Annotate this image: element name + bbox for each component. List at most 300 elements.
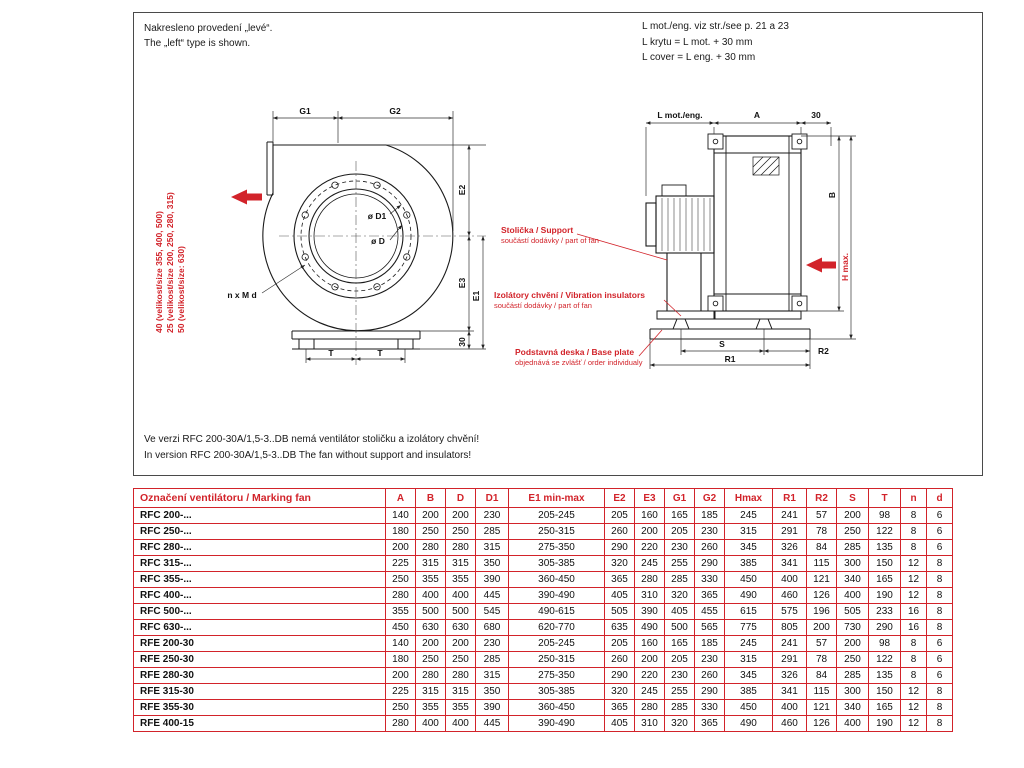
dimension-value-cell: 233: [869, 604, 901, 620]
dimension-value-cell: 315: [725, 652, 773, 668]
dimension-value-cell: 260: [695, 668, 725, 684]
dimension-value-cell: 280: [635, 572, 665, 588]
column-header: D: [446, 489, 476, 508]
motor-length-note-3: L cover = L eng. + 30 mm: [642, 52, 756, 63]
dimension-value-cell: 315: [476, 540, 509, 556]
support-callout-title: Stolička / Support: [501, 225, 574, 235]
dimension-value-cell: 500: [446, 604, 476, 620]
column-header: R1: [773, 489, 807, 508]
dimension-value-cell: 115: [807, 684, 837, 700]
table-row: [134, 508, 953, 524]
dim-label-e1: E1: [471, 290, 481, 302]
dimension-value-cell: 78: [807, 652, 837, 668]
side-view-dimensions: [646, 123, 856, 369]
dimension-value-cell: 245: [725, 508, 773, 524]
dimension-value-cell: 545: [476, 604, 509, 620]
dimension-value-cell: 98: [869, 636, 901, 652]
fan-model-cell: RFE 400-15: [134, 716, 386, 732]
dimension-value-cell: 241: [773, 636, 807, 652]
dimension-value-cell: 12: [901, 556, 927, 572]
dimension-value-cell: 400: [416, 588, 446, 604]
column-header: E2: [605, 489, 635, 508]
drawing-panel: [133, 12, 983, 476]
dimension-value-cell: 400: [416, 716, 446, 732]
dimension-value-cell: 8: [901, 524, 927, 540]
dimension-value-cell: 135: [869, 668, 901, 684]
dimension-value-cell: 57: [807, 508, 837, 524]
dimension-value-cell: 565: [695, 620, 725, 636]
dimension-value-cell: 320: [665, 588, 695, 604]
dim-label-a: A: [753, 110, 761, 120]
dimension-value-cell: 490: [725, 588, 773, 604]
table-row: [134, 652, 953, 668]
dimension-value-cell: 280: [416, 668, 446, 684]
table-row: [134, 700, 953, 716]
dimension-value-cell: 225: [386, 684, 416, 700]
dimension-value-cell: 340: [837, 572, 869, 588]
dim-label-b: B: [827, 191, 837, 199]
foot-size-note-40: 40 (velikost/size 355, 400, 500): [154, 211, 164, 333]
dimension-value-cell: 126: [807, 588, 837, 604]
dimension-value-cell: 365: [695, 588, 725, 604]
dimension-value-cell: 285: [665, 700, 695, 716]
dim-label-d: ø D: [371, 236, 385, 246]
dimension-value-cell: 241: [773, 508, 807, 524]
fan-dimension-table: [133, 488, 953, 732]
dimension-value-cell: 6: [927, 540, 953, 556]
fan-model-cell: RFC 500-...: [134, 604, 386, 620]
dimension-value-cell: 245: [635, 684, 665, 700]
dimension-value-cell: 6: [927, 668, 953, 684]
dimension-value-cell: 200: [416, 636, 446, 652]
fan-model-cell: RFC 280-...: [134, 540, 386, 556]
dimension-value-cell: 320: [605, 556, 635, 572]
dim-label-30-right: 30: [811, 110, 821, 120]
dim-label-t-left: T: [328, 348, 334, 358]
fan-model-cell: RFE 250-30: [134, 652, 386, 668]
dimension-value-cell: 385: [725, 684, 773, 700]
foot-size-note-25: 25 (velikost/size 200, 250, 280, 315): [165, 192, 175, 333]
dimension-value-cell: 635: [605, 620, 635, 636]
dimension-value-cell: 135: [869, 540, 901, 556]
dimension-value-cell: 205-245: [509, 636, 605, 652]
column-header: R2: [807, 489, 837, 508]
dimension-value-cell: 98: [869, 508, 901, 524]
dimension-value-cell: 200: [837, 508, 869, 524]
dimension-value-cell: 150: [869, 684, 901, 700]
dimension-value-cell: 84: [807, 540, 837, 556]
dimension-value-cell: 8: [901, 668, 927, 684]
dim-label-g2: G2: [389, 106, 401, 116]
dimension-value-cell: 280: [635, 700, 665, 716]
dimension-value-cell: 200: [446, 636, 476, 652]
dimension-value-cell: 250: [386, 572, 416, 588]
dimension-value-cell: 275-350: [509, 540, 605, 556]
dimension-value-cell: 305-385: [509, 684, 605, 700]
dimension-value-cell: 315: [416, 556, 446, 572]
dimension-value-cell: 320: [665, 716, 695, 732]
dimension-value-cell: 350: [476, 556, 509, 572]
insulators-callout-sub: součástí dodávky / part of fan: [494, 301, 592, 310]
dimension-value-cell: 390-490: [509, 588, 605, 604]
fan-model-cell: RFC 315-...: [134, 556, 386, 572]
dim-label-hmax: H max.: [840, 253, 850, 281]
dimension-value-cell: 290: [695, 684, 725, 700]
table-row: [134, 716, 953, 732]
table-row: [134, 588, 953, 604]
dimension-value-cell: 290: [605, 540, 635, 556]
dimension-value-cell: 12: [901, 716, 927, 732]
fan-model-cell: RFE 315-30: [134, 684, 386, 700]
table-row: [134, 620, 953, 636]
dimension-value-cell: 445: [476, 716, 509, 732]
dimension-value-cell: 285: [476, 524, 509, 540]
dimension-value-cell: 126: [807, 716, 837, 732]
dimension-value-cell: 250: [837, 652, 869, 668]
foot-size-note-50: 50 (velikost/size: 630): [176, 246, 186, 333]
dimension-value-cell: 255: [665, 684, 695, 700]
baseplate-callout-sub: objednává se zvlášť / order individualy: [515, 358, 643, 367]
dimension-value-cell: 805: [773, 620, 807, 636]
dimension-value-cell: 230: [476, 636, 509, 652]
dimension-value-cell: 615: [725, 604, 773, 620]
dimension-value-cell: 160: [635, 636, 665, 652]
dimension-value-cell: 230: [665, 540, 695, 556]
dim-label-r2: R2: [818, 346, 829, 356]
dimension-value-cell: 16: [901, 604, 927, 620]
dimension-value-cell: 205: [665, 524, 695, 540]
dimension-value-cell: 390-490: [509, 716, 605, 732]
dim-label-e3: E3: [457, 277, 467, 289]
dimension-value-cell: 280: [416, 540, 446, 556]
dimension-value-cell: 8: [927, 684, 953, 700]
dimension-value-cell: 275-350: [509, 668, 605, 684]
dimension-value-cell: 355: [386, 604, 416, 620]
dimension-value-cell: 505: [605, 604, 635, 620]
dimension-value-cell: 245: [725, 636, 773, 652]
column-header: G1: [665, 489, 695, 508]
dimension-value-cell: 315: [725, 524, 773, 540]
dimension-value-cell: 6: [927, 524, 953, 540]
dimension-value-cell: 290: [695, 556, 725, 572]
fan-model-cell: RFE 355-30: [134, 700, 386, 716]
dimension-value-cell: 200: [446, 508, 476, 524]
dimension-value-cell: 122: [869, 652, 901, 668]
dimension-value-cell: 360-450: [509, 572, 605, 588]
side-view-drawing: [646, 110, 856, 369]
fan-model-cell: RFC 200-...: [134, 508, 386, 524]
fan-dimension-table-wrap: [133, 488, 953, 732]
dimension-value-cell: 285: [665, 572, 695, 588]
dimension-value-cell: 250-315: [509, 524, 605, 540]
dimension-value-cell: 160: [635, 508, 665, 524]
dimension-value-cell: 250: [416, 652, 446, 668]
dimension-value-cell: 330: [695, 572, 725, 588]
dimension-value-cell: 280: [386, 716, 416, 732]
dim-label-30-left: 30: [457, 337, 467, 347]
dimension-value-cell: 8: [901, 540, 927, 556]
fan-model-cell: RFE 280-30: [134, 668, 386, 684]
dimension-value-cell: 230: [665, 668, 695, 684]
dimension-value-cell: 250: [386, 700, 416, 716]
drawn-type-note-en: The „left“ type is shown.: [144, 38, 251, 49]
dim-label-e2: E2: [457, 184, 467, 196]
dim-label-t-right: T: [377, 348, 383, 358]
dimension-value-cell: 490-615: [509, 604, 605, 620]
table-row: [134, 540, 953, 556]
dimension-value-cell: 365: [695, 716, 725, 732]
column-header: S: [837, 489, 869, 508]
dimension-value-cell: 8: [927, 556, 953, 572]
dimension-value-cell: 630: [416, 620, 446, 636]
insulators-callout-title: Izolátory chvění / Vibration insulators: [494, 290, 645, 300]
column-header: E1 min-max: [509, 489, 605, 508]
dimension-value-cell: 255: [665, 556, 695, 572]
dimension-value-cell: 345: [725, 668, 773, 684]
dimension-value-cell: 205: [605, 508, 635, 524]
nameplate-hatch: [753, 157, 779, 175]
drawn-type-note-cz: Nakresleno provedení „levé“.: [144, 23, 273, 34]
dimension-value-cell: 8: [901, 508, 927, 524]
dimension-value-cell: 260: [605, 652, 635, 668]
fan-table-body: [134, 508, 953, 732]
dimension-value-cell: 575: [773, 604, 807, 620]
dimension-value-cell: 150: [869, 556, 901, 572]
dimension-value-cell: 450: [386, 620, 416, 636]
dimension-value-cell: 12: [901, 700, 927, 716]
column-header: G2: [695, 489, 725, 508]
dimension-value-cell: 8: [927, 588, 953, 604]
dimension-value-cell: 290: [605, 668, 635, 684]
baseplate-callout-title: Podstavná deska / Base plate: [515, 347, 635, 357]
dimension-value-cell: 260: [695, 540, 725, 556]
dim-label-s: S: [719, 339, 725, 349]
dimension-value-cell: 450: [725, 572, 773, 588]
dimension-value-cell: 205-245: [509, 508, 605, 524]
dimension-value-cell: 122: [869, 524, 901, 540]
dimension-value-cell: 730: [837, 620, 869, 636]
dimension-value-cell: 185: [695, 636, 725, 652]
dimension-value-cell: 121: [807, 700, 837, 716]
dimension-value-cell: 250-315: [509, 652, 605, 668]
dimension-value-cell: 220: [635, 540, 665, 556]
dimension-value-cell: 400: [773, 572, 807, 588]
dimension-value-cell: 6: [927, 508, 953, 524]
dimension-value-cell: 8: [927, 700, 953, 716]
dimension-value-cell: 341: [773, 684, 807, 700]
version-note-en: In version RFC 200-30A/1,5-3..DB The fan without support and insulators!: [144, 450, 472, 461]
dimension-value-cell: 200: [386, 540, 416, 556]
dimension-value-cell: 78: [807, 524, 837, 540]
dimension-value-cell: 390: [635, 604, 665, 620]
dimension-value-cell: 16: [901, 620, 927, 636]
dimension-value-cell: 490: [725, 716, 773, 732]
dimension-value-cell: 315: [416, 684, 446, 700]
dimension-value-cell: 300: [837, 684, 869, 700]
dimension-value-cell: 400: [837, 588, 869, 604]
dimension-value-cell: 315: [476, 668, 509, 684]
dimension-value-cell: 185: [695, 508, 725, 524]
dimension-value-cell: 500: [665, 620, 695, 636]
dimension-value-cell: 165: [665, 636, 695, 652]
dimension-value-cell: 365: [605, 700, 635, 716]
motor-length-note-1: L mot./eng. viz str./see p. 21 a 23: [642, 21, 789, 32]
dimension-value-cell: 400: [773, 700, 807, 716]
dimension-value-cell: 390: [476, 700, 509, 716]
dimension-value-cell: 775: [725, 620, 773, 636]
dimension-value-cell: 355: [446, 700, 476, 716]
column-header: E3: [635, 489, 665, 508]
dimension-value-cell: 165: [869, 572, 901, 588]
dimension-value-cell: 190: [869, 716, 901, 732]
dimension-value-cell: 8: [927, 716, 953, 732]
dimension-value-cell: 620-770: [509, 620, 605, 636]
dimension-value-cell: 8: [901, 636, 927, 652]
dimension-value-cell: 315: [446, 556, 476, 572]
fan-model-cell: RFC 250-...: [134, 524, 386, 540]
dimension-value-cell: 205: [605, 636, 635, 652]
dimension-value-cell: 6: [927, 636, 953, 652]
table-row: [134, 556, 953, 572]
dimension-value-cell: 250: [446, 524, 476, 540]
dimension-value-cell: 405: [665, 604, 695, 620]
dimension-value-cell: 230: [476, 508, 509, 524]
dimension-value-cell: 6: [927, 652, 953, 668]
table-row: [134, 636, 953, 652]
dimension-value-cell: 285: [837, 668, 869, 684]
dimension-value-cell: 305-385: [509, 556, 605, 572]
column-header: Hmax: [725, 489, 773, 508]
table-row: [134, 572, 953, 588]
dimension-value-cell: 310: [635, 716, 665, 732]
dimension-value-cell: 165: [869, 700, 901, 716]
dimension-value-cell: 225: [386, 556, 416, 572]
fan-table-header-row: [134, 489, 953, 508]
dimension-value-cell: 200: [807, 620, 837, 636]
dimension-value-cell: 280: [446, 540, 476, 556]
dimension-value-cell: 12: [901, 588, 927, 604]
dimension-value-cell: 405: [605, 716, 635, 732]
dimension-value-cell: 8: [927, 572, 953, 588]
dimension-value-cell: 326: [773, 668, 807, 684]
dimension-value-cell: 400: [446, 716, 476, 732]
dimension-value-cell: 280: [386, 588, 416, 604]
column-header: B: [416, 489, 446, 508]
table-row: [134, 524, 953, 540]
column-header: A: [386, 489, 416, 508]
dimension-value-cell: 360-450: [509, 700, 605, 716]
dimension-value-cell: 140: [386, 636, 416, 652]
dimension-value-cell: 345: [725, 540, 773, 556]
dimension-value-cell: 84: [807, 668, 837, 684]
dimension-value-cell: 285: [476, 652, 509, 668]
dim-label-lmot: L mot./eng.: [657, 110, 703, 120]
dimension-value-cell: 250: [416, 524, 446, 540]
dimension-value-cell: 680: [476, 620, 509, 636]
dimension-value-cell: 260: [605, 524, 635, 540]
dimension-value-cell: 365: [605, 572, 635, 588]
dimension-value-cell: 200: [386, 668, 416, 684]
dimension-value-cell: 245: [635, 556, 665, 572]
dimension-value-cell: 220: [635, 668, 665, 684]
dimension-value-cell: 190: [869, 588, 901, 604]
dimension-value-cell: 205: [665, 652, 695, 668]
dimension-value-cell: 8: [927, 620, 953, 636]
front-view-drawing: [227, 106, 486, 365]
technical-drawings: [134, 13, 984, 477]
table-title-column-header: Označení ventilátoru / Marking fan: [134, 489, 386, 508]
fan-model-cell: RFE 200-30: [134, 636, 386, 652]
column-header: T: [869, 489, 901, 508]
column-header: D1: [476, 489, 509, 508]
table-row: [134, 684, 953, 700]
dimension-value-cell: 385: [725, 556, 773, 572]
dim-label-r1: R1: [724, 354, 736, 364]
dimension-value-cell: 8: [901, 652, 927, 668]
dimension-value-cell: 200: [837, 636, 869, 652]
dimension-value-cell: 200: [635, 652, 665, 668]
dimension-value-cell: 115: [807, 556, 837, 572]
dimension-value-cell: 405: [605, 588, 635, 604]
dimension-value-cell: 505: [837, 604, 869, 620]
dimension-value-cell: 290: [869, 620, 901, 636]
dimension-value-cell: 310: [635, 588, 665, 604]
dimension-value-cell: 500: [416, 604, 446, 620]
dimension-value-cell: 291: [773, 652, 807, 668]
support-callout-sub: součástí dodávky / part of fan: [501, 236, 599, 245]
dimension-value-cell: 12: [901, 684, 927, 700]
dimension-value-cell: 455: [695, 604, 725, 620]
dimension-value-cell: 341: [773, 556, 807, 572]
dimension-value-cell: 355: [446, 572, 476, 588]
table-row: [134, 668, 953, 684]
dimension-value-cell: 140: [386, 508, 416, 524]
dimension-value-cell: 450: [725, 700, 773, 716]
flange-corner-pads: [708, 134, 807, 311]
fan-model-cell: RFC 355-...: [134, 572, 386, 588]
column-header: d: [927, 489, 953, 508]
dimension-value-cell: 8: [927, 604, 953, 620]
dimension-value-cell: 196: [807, 604, 837, 620]
fan-model-cell: RFC 630-...: [134, 620, 386, 636]
dimension-value-cell: 340: [837, 700, 869, 716]
dimension-value-cell: 200: [635, 524, 665, 540]
table-row: [134, 604, 953, 620]
dimension-value-cell: 320: [605, 684, 635, 700]
dimension-value-cell: 445: [476, 588, 509, 604]
dimension-value-cell: 326: [773, 540, 807, 556]
version-note-cz: Ve verzi RFC 200-30A/1,5-3..DB nemá ventilátor stoličku a izolátory chvění!: [144, 434, 480, 445]
dim-label-d1: ø D1: [367, 211, 387, 221]
airflow-arrow-left-icon: [231, 190, 262, 205]
dimension-value-cell: 355: [416, 700, 446, 716]
dimension-value-cell: 300: [837, 556, 869, 572]
dimension-value-cell: 460: [773, 588, 807, 604]
dim-label-g1: G1: [299, 106, 311, 116]
dimension-value-cell: 165: [665, 508, 695, 524]
dimension-value-cell: 490: [635, 620, 665, 636]
dim-label-nxmd: n x M d: [227, 290, 257, 300]
dimension-value-cell: 230: [695, 652, 725, 668]
dimension-value-cell: 355: [416, 572, 446, 588]
dimension-value-cell: 250: [837, 524, 869, 540]
dimension-value-cell: 121: [807, 572, 837, 588]
dimension-value-cell: 350: [476, 684, 509, 700]
dimension-value-cell: 315: [446, 684, 476, 700]
dimension-value-cell: 285: [837, 540, 869, 556]
dimension-value-cell: 180: [386, 524, 416, 540]
dimension-value-cell: 630: [446, 620, 476, 636]
